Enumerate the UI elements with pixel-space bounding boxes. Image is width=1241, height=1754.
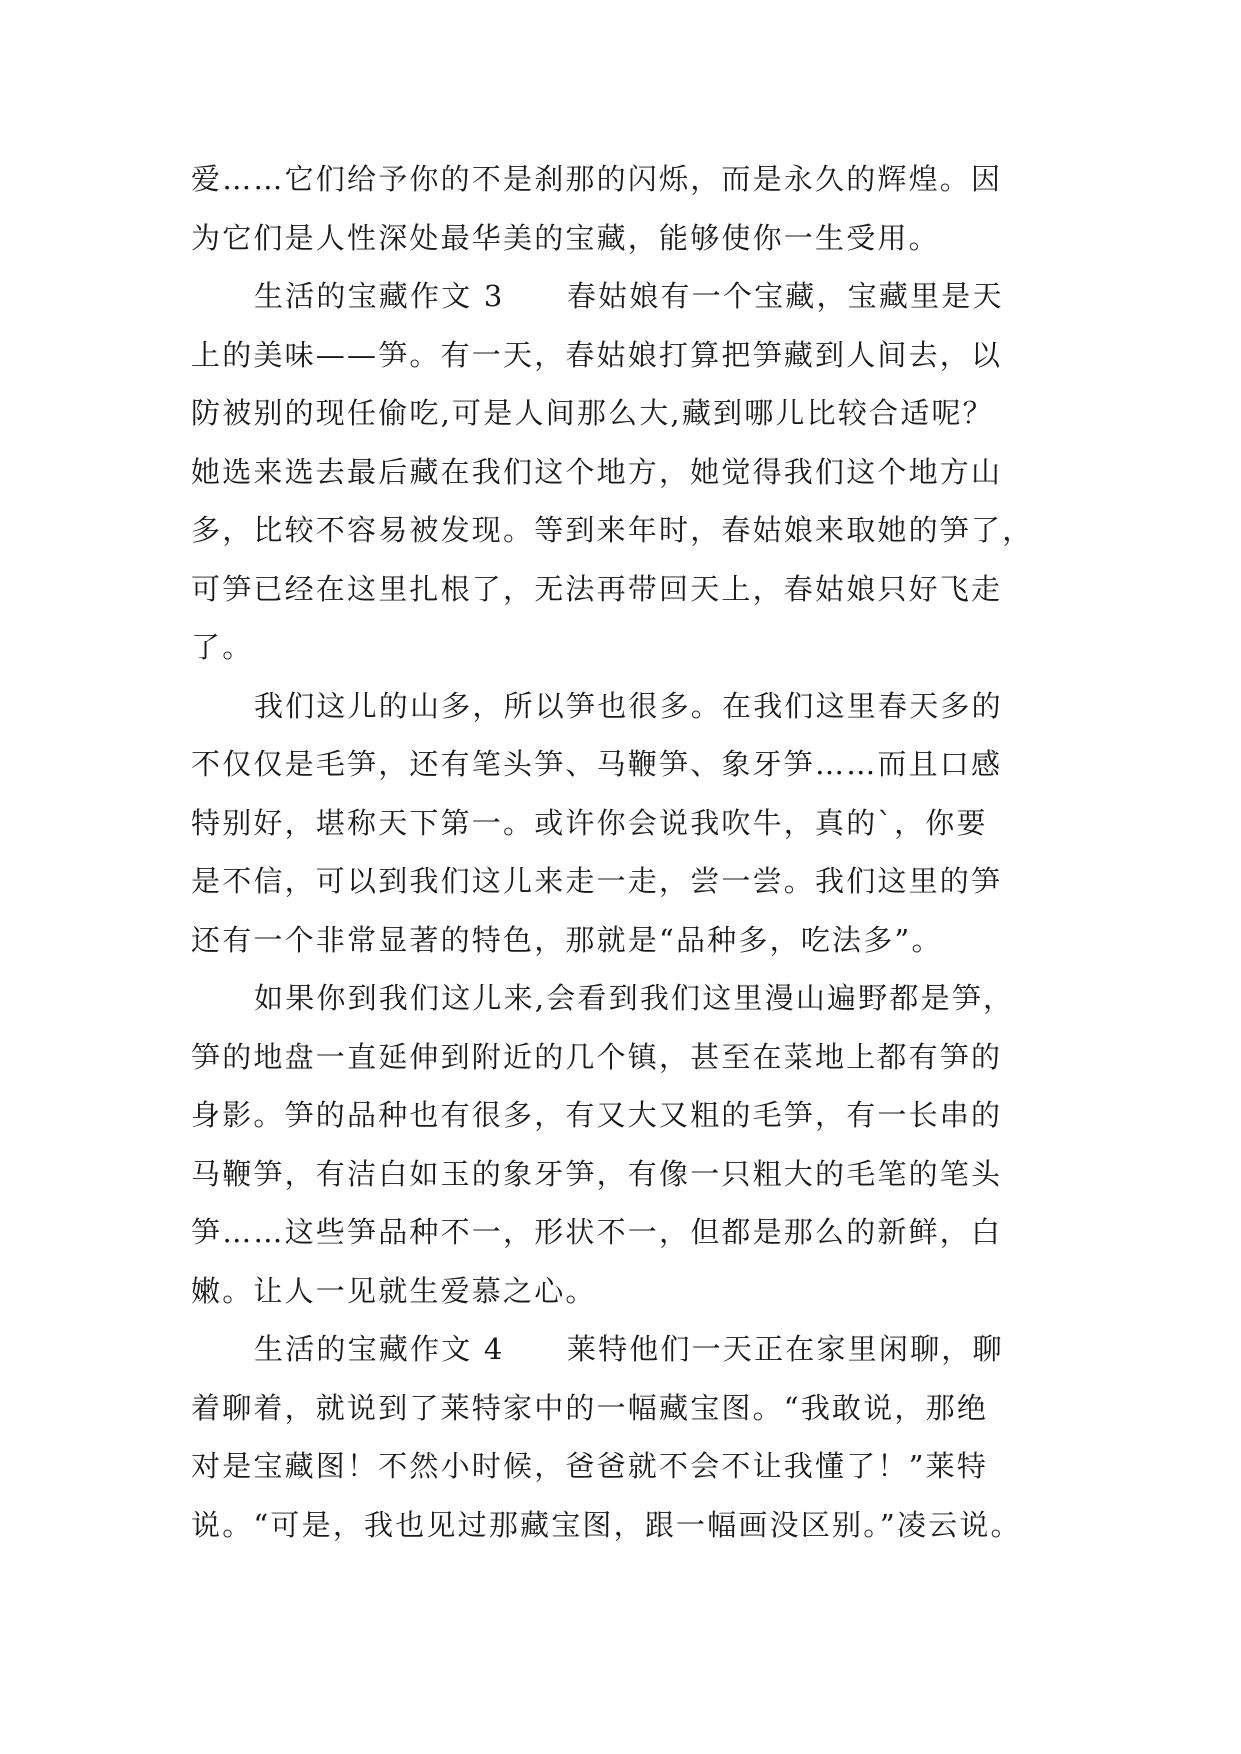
text-line: 可笋已经在这里扎根了，无法再带回天上，春姑娘只好飞走 (191, 571, 1003, 606)
text-line: 马鞭笋，有洁白如玉的象牙笋，有像一只粗大的毛笔的笔头 (191, 1156, 1003, 1191)
text-line: 生活的宝藏作文 4 莱特他们一天正在家里闲聊，聊 (254, 1332, 1004, 1366)
text-line: 笋……这些笋品种不一，形状不一，但都是那么的新鲜，白 (191, 1215, 1003, 1249)
text-line: 说。“可是，我也见过那藏宝图，跟一幅画没区别。”凌云说。 (191, 1507, 1022, 1542)
text-line: 不仅仅是毛笋，还有笔头笋、马鞭笋、象牙笋……而且口感 (191, 747, 1003, 781)
text-line: 如果你到我们这儿来,会看到我们这里漫山遍野都是笋， (254, 981, 1015, 1015)
text-line: 防被别的现任偷吃,可是人间那么大,藏到哪儿比较合适呢？ (191, 396, 994, 430)
text-line: 她选来选去最后藏在我们这个地方，她觉得我们这个地方山 (191, 454, 1003, 489)
text-line: 身影。笋的品种也有很多，有又大又粗的毛笋，有一长串的 (191, 1098, 1003, 1132)
text-line: 多，比较不容易被发现。等到来年时，春姑娘来取她的笋了， (191, 513, 1034, 547)
text-line: 上的美味——笋。有一天，春姑娘打算把笋藏到人间去，以 (191, 337, 1003, 372)
text-line: 嫩。让人一见就生爱慕之心。 (191, 1273, 597, 1308)
text-line: 着聊着，就说到了莱特家中的一幅藏宝图。“我敢说，那绝 (191, 1390, 989, 1425)
text-line: 对是宝藏图！不然小时候，爸爸就不会不让我懂了！”莱特 (191, 1449, 989, 1483)
text-line: 还有一个非常显著的特色，那就是“品种多，吃法多”。 (191, 922, 943, 957)
text-line: 了。 (191, 630, 254, 664)
text-line: 爱……它们给予你的不是刹那的闪烁，而是永久的辉煌。因 (191, 162, 1003, 196)
document-body (191, 150, 1051, 1554)
text-line: 笋的地盘一直延伸到附近的几个镇，甚至在菜地上都有笋的 (191, 1039, 1003, 1074)
text-line: 特别好，堪称天下第一。或许你会说我吹牛，真的`，你要 (191, 805, 988, 840)
text-line: 为它们是人性深处最华美的宝藏，能够使你一生受用。 (191, 220, 940, 255)
text-line: 是不信，可以到我们这儿来走一走，尝一尝。我们这里的笋 (191, 864, 1003, 898)
text-line: 我们这儿的山多，所以笋也很多。在我们这里春天多的 (254, 688, 1003, 723)
text-line: 生活的宝藏作文 3 春姑娘有一个宝藏，宝藏里是天 (254, 279, 1004, 313)
